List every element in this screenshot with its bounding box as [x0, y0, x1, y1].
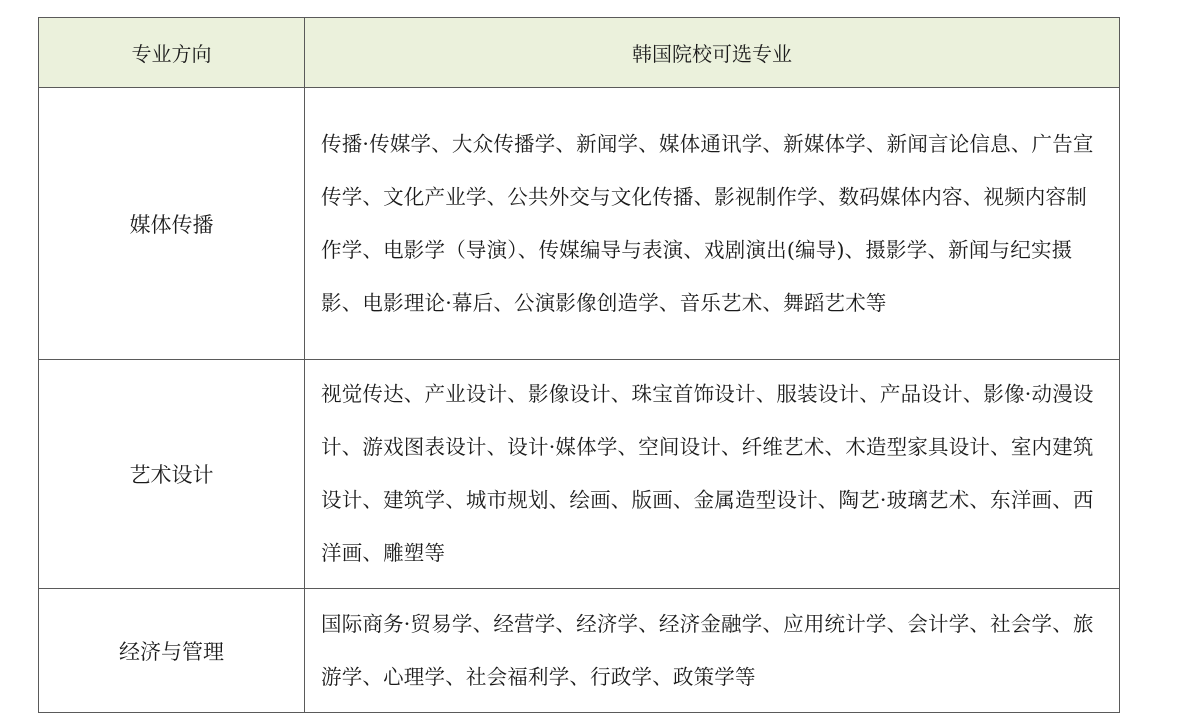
header-majors: 韩国院校可选专业 [305, 18, 1120, 88]
header-direction: 专业方向 [39, 18, 305, 88]
header-row [39, 18, 1120, 88]
direction-cell: 艺术设计 [39, 360, 305, 589]
majors-cell: 视觉传达、产业设计、影像设计、珠宝首饰设计、服装设计、产品设计、影像·动漫设计、游戏图表设计、设计·媒体学、空间设计、纤维艺术、木造型家具设计、室内建筑设计、建筑学、城市规划、绘画、版画、金属造型设计、陶艺·玻璃艺术、东洋画、西洋画、雕塑等 [305, 360, 1120, 589]
table-row [39, 589, 1120, 713]
majors-cell: 传播·传媒学、大众传播学、新闻学、媒体通讯学、新媒体学、新闻言论信息、广告宣传学、文化产业学、公共外交与文化传播、影视制作学、数码媒体内容、视频内容制作学、电影学（导演）、传媒编导与表演、戏剧演出(编导)、摄影学、新闻与纪实摄影、电影理论·幕后、公演影像创造学、音乐艺术、舞蹈艺术等 [305, 88, 1120, 360]
direction-cell: 媒体传播 [39, 88, 305, 360]
table-row [39, 88, 1120, 360]
table-body [39, 88, 1120, 713]
direction-cell: 经济与管理 [39, 589, 305, 713]
table-row [39, 360, 1120, 589]
majors-table-container [38, 17, 1119, 713]
table-header [39, 18, 1120, 88]
majors-table [38, 17, 1120, 713]
majors-cell: 国际商务·贸易学、经营学、经济学、经济金融学、应用统计学、会计学、社会学、旅游学、心理学、社会福利学、行政学、政策学等 [305, 589, 1120, 713]
